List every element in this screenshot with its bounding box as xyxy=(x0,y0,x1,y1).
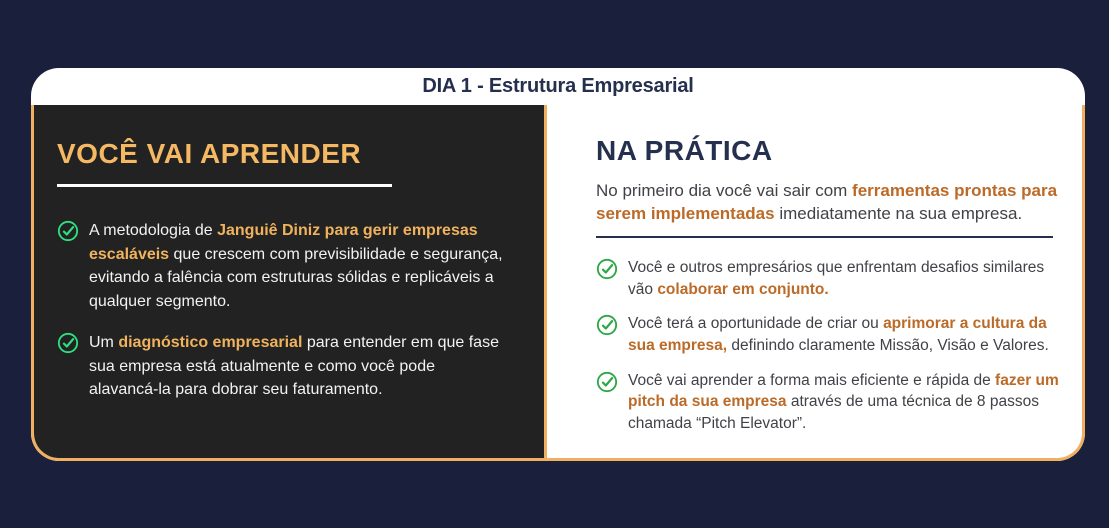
check-circle-icon xyxy=(596,258,618,280)
list-item-text: Você terá a oportunidade de criar ou aprimorar a cultura da sua empresa, definindo claramente Missão, Visão e Valores. xyxy=(628,315,1049,354)
list-item-text: A metodologia de Janguiê Diniz para gerir empresas escaláveis que crescem com previsibilidade e segurança, evitando a falência com estruturas sólidas e replicáveis a qualquer segmento. xyxy=(89,222,503,310)
practice-intro: No primeiro dia você vai sair com ferramentas prontas para serem implementadas imediatamente na sua empresa. xyxy=(596,181,1058,223)
practice-list xyxy=(596,257,1068,435)
learn-panel xyxy=(34,105,547,458)
list-item-text: Você vai aprender a forma mais eficiente e rápida de fazer um pitch da sua empresa através de uma técnica de 8 passos chamada “Pitch Elevator”. xyxy=(628,371,1059,432)
card-body xyxy=(31,105,1085,461)
learn-list xyxy=(57,219,508,402)
list-item-text: Você e outros empresários que enfrentam desafios similares vão colaborar em conjunto. xyxy=(628,258,1045,298)
list-item xyxy=(57,219,508,313)
check-circle-icon xyxy=(596,371,618,393)
list-item xyxy=(596,370,1068,435)
check-circle-icon xyxy=(57,332,79,354)
intro-divider xyxy=(596,236,1053,238)
day1-card xyxy=(31,68,1085,461)
check-circle-icon xyxy=(57,220,79,242)
list-item xyxy=(596,257,1068,300)
list-item-text: Um diagnóstico empresarial para entender em que fase sua empresa está atualmente e como você pode alavancá-la para dobrar seu faturamento. xyxy=(89,334,499,399)
card-title: DIA 1 - Estrutura Empresarial xyxy=(422,75,694,97)
check-circle-icon xyxy=(596,314,618,336)
list-item xyxy=(596,313,1068,356)
practice-panel xyxy=(547,105,1082,458)
practice-heading: NA PRÁTICA xyxy=(596,135,773,166)
learn-heading: VOCÊ VAI APRENDER xyxy=(57,138,362,169)
list-item xyxy=(57,331,508,402)
heading-underline xyxy=(57,184,392,187)
